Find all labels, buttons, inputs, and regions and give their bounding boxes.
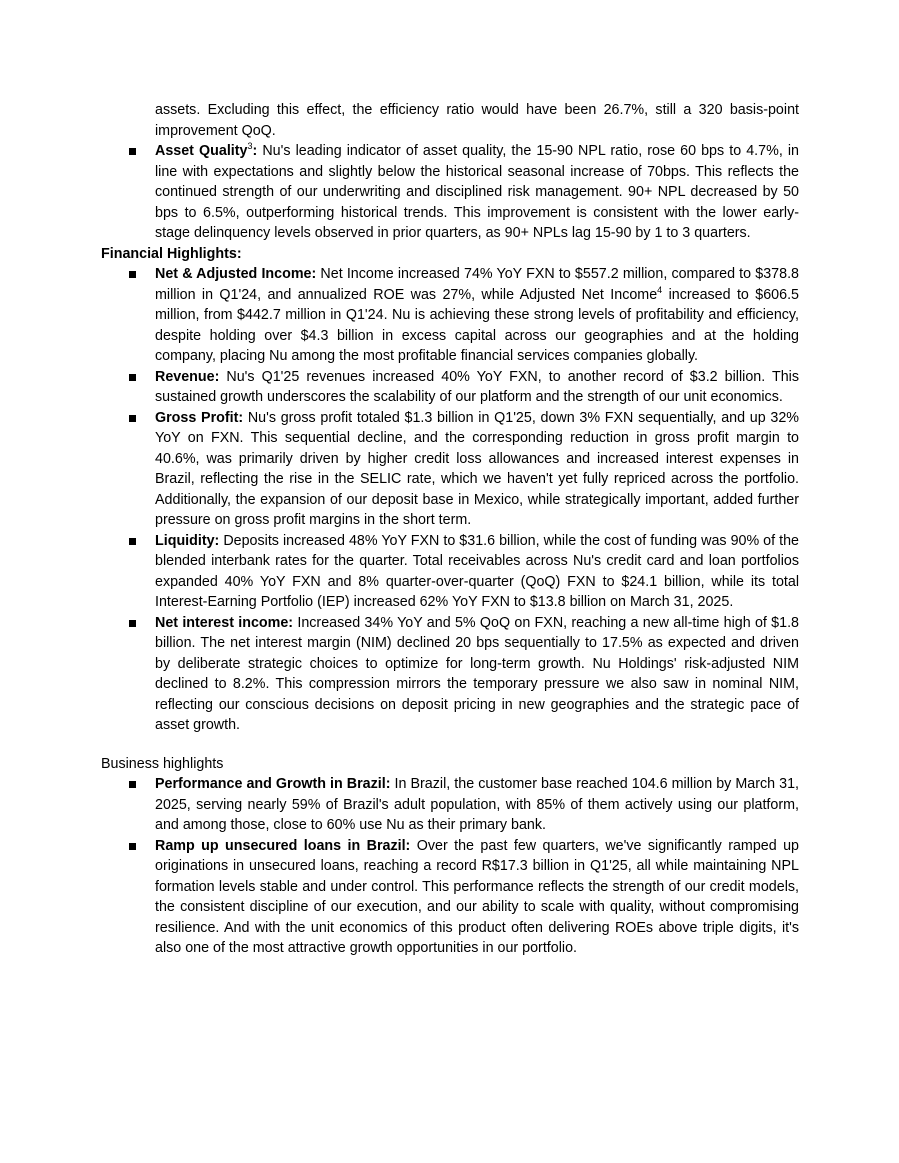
- document-body: [101, 100, 799, 959]
- bullet-text: Deposits increased 48% YoY FXN to $31.6 billion, while the cost of funding was 90% of the blended interbank rates for the quarter. Total receivables across Nu's credit card and loan portfolios expanded 40% YoY FXN and 8% quarter-over-quarter (QoQ) FXN to $24.1 billion, while its total Interest-Earning Portfolio (IEP) increased 62% YoY FXN to $13.8 billion on March 31, 2025.: [155, 532, 799, 610]
- bullet-label: Liquidity:: [155, 532, 220, 549]
- financial-highlights-heading: Financial Highlights:: [101, 245, 242, 262]
- list-item-revenue: [101, 367, 799, 408]
- bullet-text: Net Income increased 74% YoY FXN to $557.2 million, compared to $378.8 million in Q1'24, and annualized ROE was 27%, while Adjusted Net Income: [155, 266, 799, 303]
- business-highlights-heading: Business highlights: [101, 755, 224, 772]
- square-bullet-icon: [129, 538, 136, 545]
- list-item-net-adjusted-income: [101, 264, 799, 367]
- square-bullet-icon: [129, 781, 136, 788]
- bullet-label: Net interest income:: [155, 614, 294, 631]
- financial-bullet-list: [101, 264, 799, 736]
- section-spacer: [101, 736, 799, 754]
- bullet-label: Ramp up unsecured loans in Brazil:: [155, 837, 411, 854]
- bullet-label: Gross Profit:: [155, 409, 244, 426]
- bullet-text: Over the past few quarters, we've significantly ramped up originations in unsecured loans, reaching a record R$17.3 billion in Q1'25, all while maintaining NPL formation levels stable and under control. This performance reflects the strength of our credit models, the consistent discipline of our execution, and our ability to scale with quality, without compromising resilience. And with the unit economics of this product often delivering ROEs above triple digits, it's also one of the most attractive growth opportunities in our portfolio.: [155, 837, 799, 956]
- bullet-label: Asset Quality: [155, 143, 248, 159]
- list-item-asset-quality: [101, 141, 799, 244]
- business-bullet-list: [101, 774, 799, 959]
- footnote-ref: 3: [247, 141, 253, 152]
- square-bullet-icon: [129, 415, 136, 422]
- list-item-brazil-growth: [101, 774, 799, 836]
- list-item-unsecured-loans: [101, 836, 799, 959]
- bullet-text: Nu's Q1'25 revenues increased 40% YoY FXN, to another record of $3.2 billion. This sustained growth underscores the scalability of our platform and the strength of our unit economics.: [155, 368, 799, 405]
- bullet-label: Revenue:: [155, 368, 220, 385]
- list-item-net-interest-income: [101, 613, 799, 736]
- square-bullet-icon: [129, 620, 136, 627]
- bullet-label-suffix: :: [252, 143, 258, 159]
- footnote-ref: 4: [657, 284, 663, 295]
- bullet-label: Performance and Growth in Brazil:: [155, 776, 391, 792]
- bullet-text: Nu's gross profit totaled $1.3 billion in Q1'25, down 3% FXN sequentially, and up 32% YoY on FXN. This sequential decline, and the corresponding reduction in gross profit margin to 40.6%, was primarily driven by higher credit loss allowances and increased interest expenses in Brazil, reflecting the rise in the SELIC rate, which we haven't yet fully repriced across the portfolio. Additionally, the expansion of our deposit base in Mexico, while strategically important, added further pressure on gross profit margins in the short term.: [155, 409, 799, 528]
- square-bullet-icon: [129, 843, 136, 850]
- intro-continuation-paragraph: assets. Excluding this effect, the efficiency ratio would have been 26.7%, still a 320 basis-point improvement QoQ.: [155, 102, 799, 139]
- bullet-text-continued: increased to $606.5 million, from $442.7 million in Q1'24. Nu is achieving these strong levels of profitability and efficiency, despite holding over $4.3 billion in excess capital across our geographies and at the holding company, placing Nu among the most profitable financial services companies globally.: [155, 286, 799, 364]
- bullet-text: Nu's leading indicator of asset quality, the 15-90 NPL ratio, rose 60 bps to 4.7%, in line with expectations and slightly below the historical seasonal increase of 70bps. This reflects the continued strength of our underwriting and disciplined risk management. 90+ NPL decreased by 50 bps to 6.5%, outperforming historical trends. This improvement is consistent with the lower early-stage delinquency levels observed in prior quarters, as 90+ NPLs lag 15-90 by 1 to 3 quarters.: [155, 143, 799, 241]
- intro-bullet-list: [101, 141, 799, 244]
- square-bullet-icon: [129, 374, 136, 381]
- bullet-label: Net & Adjusted Income:: [155, 266, 317, 282]
- bullet-text: Increased 34% YoY and 5% QoQ on FXN, reaching a new all-time high of $1.8 billion. The net interest margin (NIM) declined 20 bps sequentially to 17.5% as expected and driven by deliberate strategic choices to optimize for long-term growth. Nu Holdings' risk-adjusted NIM declined to 8.2%. This compression mirrors the temporary pressure we also saw in nominal NIM, reflecting our conscious decisions on deposit pricing in new geographies and the strategic pace of asset growth.: [155, 614, 799, 733]
- list-item-gross-profit: [101, 408, 799, 531]
- square-bullet-icon: [129, 271, 136, 278]
- bullet-text: In Brazil, the customer base reached 104.6 million by March 31, 2025, serving nearly 59% of Brazil's adult population, with 85% of them actively using our platform, and among those, close to 60% use Nu as their primary bank.: [155, 776, 799, 833]
- list-item-liquidity: [101, 531, 799, 613]
- square-bullet-icon: [129, 148, 136, 155]
